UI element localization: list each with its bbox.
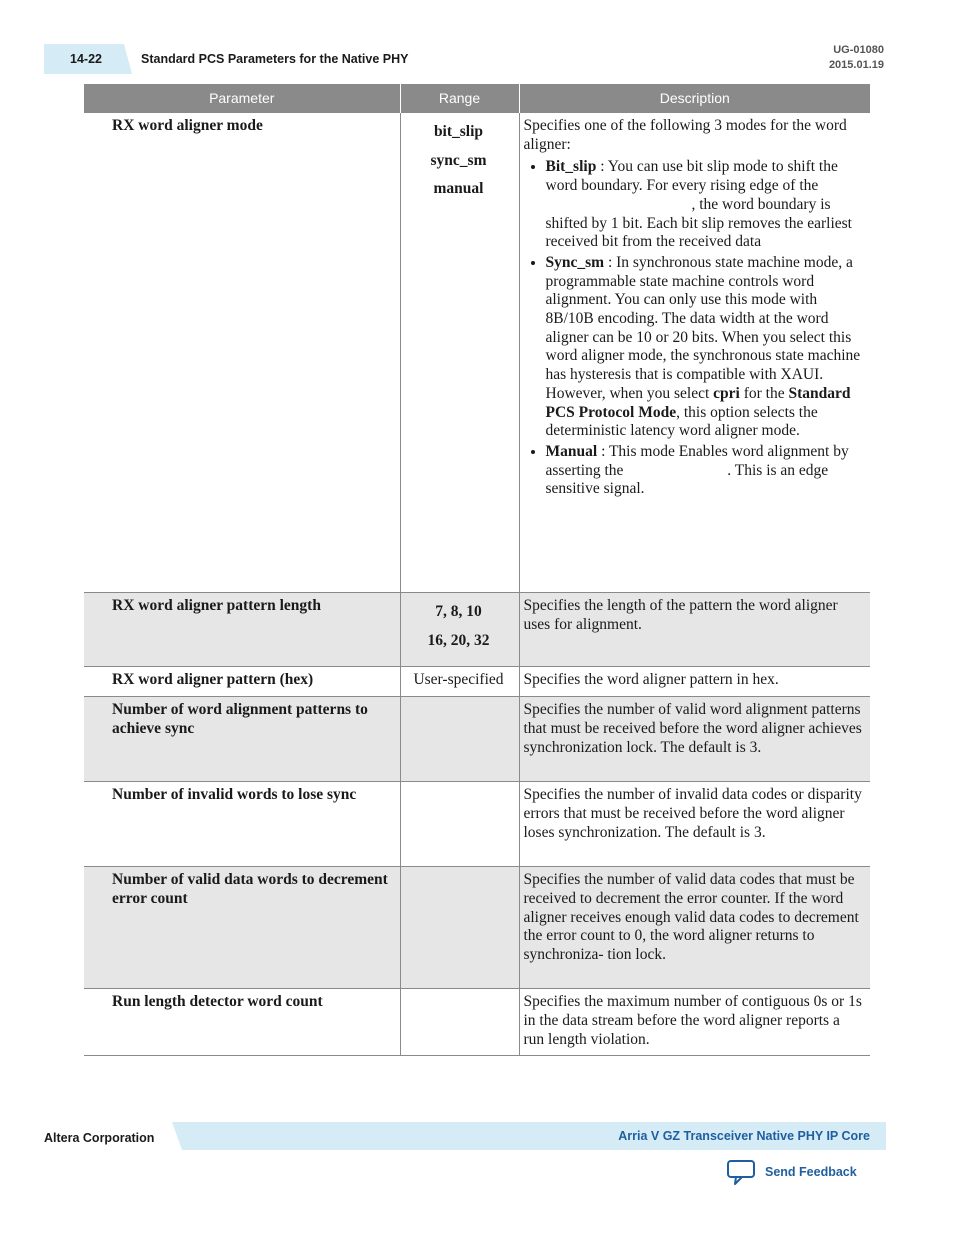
mode-text: , this option selects the deterministic latency word aligner mode.	[545, 403, 818, 440]
range-cell	[400, 697, 519, 782]
parameter-cell: RX word aligner mode	[84, 113, 400, 593]
mode-text: : You can use bit slip mode to shift the word boundary. For every rising edge of the	[545, 158, 838, 195]
range-cell	[400, 593, 519, 667]
range-cell	[400, 782, 519, 867]
mode-term: Manual	[545, 442, 598, 460]
description-cell: Specifies the number of valid word alignment patterns that must be received before the word aligner achieves synchronization lock. The default is 3.	[519, 697, 870, 782]
parameter-cell: Number of word alignment patterns to achieve sync	[84, 697, 400, 782]
list-item	[546, 443, 865, 499]
page-number: 14-22	[70, 52, 102, 66]
mode-keyword: Standard PCS Protocol Mode	[545, 384, 851, 421]
doc-date: 2015.01.19	[828, 59, 884, 71]
mode-list	[524, 158, 865, 499]
parameter-cell: RX word aligner pattern (hex)	[84, 667, 400, 697]
list-item	[546, 254, 865, 441]
parameter-cell: RX word aligner pattern length	[84, 593, 400, 667]
range-value: manual	[433, 180, 484, 198]
column-header-range: Range	[400, 84, 519, 113]
doc-id-block	[829, 43, 884, 73]
range-cell	[400, 667, 519, 697]
mode-text: : In synchronous state machine mode, a programmable state machine controls word alignment. You can only use this mode with 8B/10B encoding. The data width at the word aligner can be 10 or 20 bits. When you select this word aligner mode, the synchronous state machine has hysteresis that is compatible with XAUI. However, when you select	[545, 253, 861, 402]
description-intro: Specifies one of the following 3 modes for the word aligner:	[523, 117, 847, 153]
table-row	[84, 593, 870, 667]
send-feedback-link[interactable]	[726, 1158, 857, 1186]
range-cell	[400, 989, 519, 1056]
parameter-cell: Number of valid data words to decrement error count	[84, 867, 400, 989]
range-value: 7, 8, 10	[435, 603, 482, 620]
mode-term: Bit_slip	[545, 158, 597, 176]
parameter-cell: Number of invalid words to lose sync	[84, 782, 400, 867]
column-header-parameter: Parameter	[84, 84, 400, 113]
table-row	[84, 697, 870, 782]
mode-text: : This mode Enables word alignment by asserting the	[545, 442, 849, 479]
list-item	[546, 158, 865, 252]
table-row	[84, 667, 870, 697]
mode-text: , the word boundary is shifted by 1 bit. Each bit slip removes the earliest received bit from the received data	[545, 195, 852, 251]
range-value: User-specified	[413, 671, 504, 689]
table-row	[84, 782, 870, 867]
mode-text: for the	[739, 384, 789, 402]
parameters-table	[84, 84, 870, 1056]
description-cell	[519, 113, 870, 593]
description-cell: Specifies the word aligner pattern in hex.	[519, 667, 870, 697]
range-value: sync_sm	[430, 151, 487, 169]
description-cell: Specifies the number of invalid data codes or disparity errors that must be received before the word aligner loses synchronization. The default is 3.	[519, 782, 870, 867]
description-cell: Specifies the length of the pattern the word aligner uses for alignment.	[519, 593, 870, 667]
table-row	[84, 989, 870, 1056]
doc-id: UG-01080	[833, 44, 884, 56]
range-cell	[400, 867, 519, 989]
description-cell: Specifies the number of valid data codes that must be received to decrement the error counter. If the word aligner receives enough valid data codes to decrement the error count to 0, the word aligner returns to synchroniza- tion lock.	[519, 867, 870, 989]
section-title: Standard PCS Parameters for the Native PHY	[141, 52, 409, 66]
range-value: bit_slip	[433, 123, 484, 140]
table-row	[84, 113, 870, 593]
mode-term: Sync_sm	[545, 253, 605, 271]
send-feedback-label[interactable]: Send Feedback	[765, 1165, 857, 1179]
footer-company: Altera Corporation	[44, 1131, 155, 1145]
mode-keyword: cpri	[713, 384, 740, 402]
range-value: 16, 20, 32	[427, 631, 490, 649]
description-cell: Specifies the maximum number of contiguous 0s or 1s in the data stream before the word aligner reports a run length violation.	[519, 989, 870, 1056]
footer-doc-band	[172, 1122, 886, 1150]
page-number-tab	[44, 44, 134, 74]
range-cell	[400, 113, 519, 593]
table-header-row	[84, 84, 870, 113]
mode-text: . This is an edge sensitive signal.	[545, 461, 829, 498]
column-header-description: Description	[519, 84, 870, 113]
table-row	[84, 867, 870, 989]
parameter-cell: Run length detector word count	[84, 989, 400, 1056]
footer-doc-title[interactable]: Arria V GZ Transceiver Native PHY IP Core	[618, 1129, 870, 1143]
speech-bubble-icon	[726, 1158, 756, 1186]
